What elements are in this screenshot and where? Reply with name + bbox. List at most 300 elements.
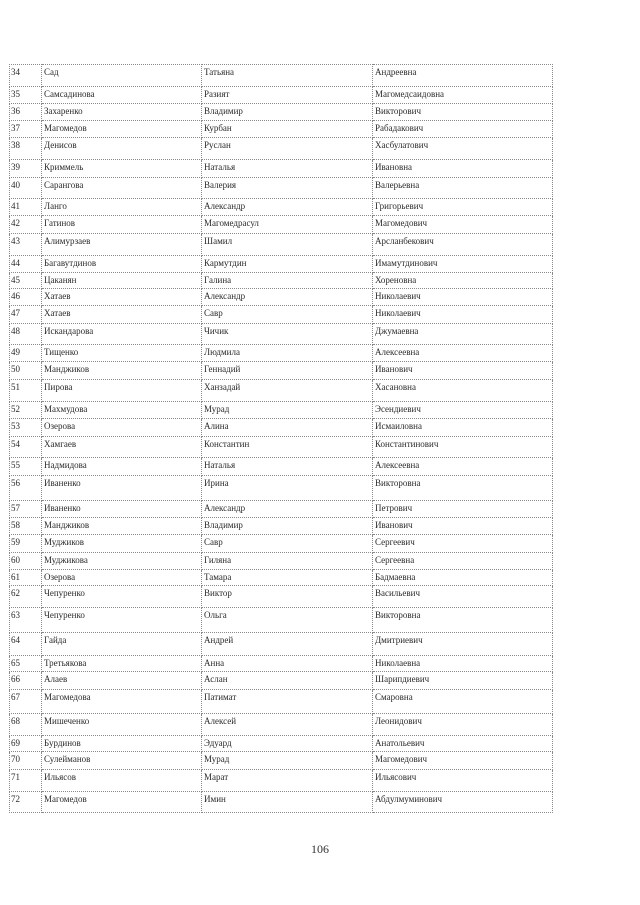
row-number-cell [10, 419, 42, 437]
row-number-cell [10, 656, 42, 672]
patronymic-cell [373, 501, 553, 518]
first-name: Савр [204, 537, 223, 547]
patronymic: Смаровна [375, 692, 413, 702]
last-name-cell [42, 792, 202, 813]
row-number-cell [10, 256, 42, 273]
first-name-cell [202, 65, 373, 87]
first-name-cell [202, 138, 373, 160]
first-name-cell [202, 256, 373, 273]
last-name: Муджиков [44, 537, 84, 547]
patronymic: Дмитриевич [375, 635, 423, 645]
first-name: Тамара [204, 572, 232, 582]
first-name-cell [202, 501, 373, 518]
first-name-cell [202, 289, 373, 306]
table-row [10, 437, 553, 458]
last-name: Гатинов [44, 218, 76, 228]
table-row [10, 87, 553, 104]
first-name: Мурад [204, 404, 230, 414]
table-row [10, 690, 553, 714]
last-name: Сулейманов [44, 754, 91, 764]
last-name: Цаканян [44, 275, 77, 285]
last-name-cell [42, 289, 202, 306]
row-number: 46 [11, 291, 20, 301]
patronymic: Григорьевич [375, 201, 424, 211]
first-name: Патимат [204, 692, 237, 702]
patronymic-cell [373, 380, 553, 402]
table-row [10, 518, 553, 535]
patronymic: Викторович [375, 106, 421, 116]
roster-table [9, 64, 553, 813]
first-name-cell [202, 216, 373, 234]
patronymic-cell [373, 792, 553, 813]
first-name: Наталья [204, 460, 236, 470]
row-number-cell [10, 345, 42, 362]
first-name: Валерия [204, 180, 237, 190]
first-name: Андрей [204, 635, 234, 645]
last-name: Багавутдинов [44, 258, 97, 268]
row-number: 70 [11, 754, 20, 764]
row-number-cell [10, 792, 42, 813]
table-row [10, 402, 553, 419]
row-number: 36 [11, 106, 20, 116]
row-number-cell [10, 690, 42, 714]
row-number: 38 [11, 140, 20, 150]
first-name: Мурад [204, 754, 230, 764]
patronymic: Бадмаевна [375, 572, 416, 582]
first-name: Виктор [204, 588, 232, 598]
table-row [10, 178, 553, 199]
last-name-cell [42, 362, 202, 380]
row-number: 51 [11, 382, 20, 392]
last-name-cell [42, 714, 202, 736]
first-name: Александр [204, 503, 246, 513]
patronymic-cell [373, 324, 553, 345]
last-name-cell [42, 419, 202, 437]
patronymic-cell [373, 402, 553, 419]
patronymic: Николаевна [375, 658, 421, 668]
patronymic-cell [373, 121, 553, 138]
row-number-cell [10, 518, 42, 535]
first-name: Разият [204, 89, 230, 99]
last-name: Хатаев [44, 308, 71, 318]
last-name: Пирова [44, 382, 73, 392]
row-number: 63 [11, 610, 20, 620]
first-name-cell [202, 160, 373, 178]
row-number-cell [10, 234, 42, 256]
patronymic-cell [373, 104, 553, 121]
patronymic: Иванович [375, 364, 413, 374]
first-name-cell [202, 380, 373, 402]
first-name: Александр [204, 291, 246, 301]
patronymic-cell [373, 770, 553, 792]
last-name-cell [42, 608, 202, 633]
patronymic-cell [373, 633, 553, 656]
last-name: Тищенко [44, 347, 79, 357]
first-name-cell [202, 402, 373, 419]
first-name: Наталья [204, 162, 236, 172]
patronymic-cell [373, 608, 553, 633]
patronymic: Константинович [375, 439, 439, 449]
first-name-cell [202, 714, 373, 736]
row-number-cell [10, 633, 42, 656]
last-name: Озерова [44, 572, 76, 582]
table-row [10, 656, 553, 672]
row-number-cell [10, 770, 42, 792]
row-number: 55 [11, 460, 20, 470]
last-name-cell [42, 65, 202, 87]
first-name-cell [202, 87, 373, 104]
row-number: 44 [11, 258, 20, 268]
table-row [10, 65, 553, 87]
row-number: 43 [11, 236, 20, 246]
patronymic: Викторовна [375, 610, 421, 620]
table-row [10, 273, 553, 289]
first-name: Эдуард [204, 738, 232, 748]
patronymic-cell [373, 306, 553, 324]
first-name: Татьяна [204, 67, 235, 77]
table-row [10, 792, 553, 813]
table-row [10, 256, 553, 273]
first-name-cell [202, 736, 373, 752]
last-name-cell [42, 553, 202, 570]
first-name: Гиляна [204, 555, 232, 565]
patronymic: Исмаиловна [375, 421, 422, 431]
patronymic: Васильевич [375, 588, 420, 598]
row-number: 65 [11, 658, 20, 668]
first-name-cell [202, 672, 373, 690]
patronymic: Ивановна [375, 162, 413, 172]
row-number-cell [10, 570, 42, 586]
row-number: 42 [11, 218, 20, 228]
patronymic-cell [373, 138, 553, 160]
patronymic-cell [373, 216, 553, 234]
row-number-cell [10, 104, 42, 121]
last-name-cell [42, 570, 202, 586]
last-name: Иваненко [44, 478, 81, 488]
row-number: 62 [11, 588, 20, 598]
last-name-cell [42, 380, 202, 402]
last-name: Махмудова [44, 404, 88, 414]
last-name-cell [42, 518, 202, 535]
last-name: Алимурзаев [44, 236, 91, 246]
page-number: 106 [311, 842, 329, 856]
last-name: Ланго [44, 201, 67, 211]
patronymic-cell [373, 65, 553, 87]
first-name-cell [202, 362, 373, 380]
row-number: 47 [11, 308, 20, 318]
row-number-cell [10, 437, 42, 458]
patronymic-cell [373, 518, 553, 535]
row-number: 41 [11, 201, 20, 211]
row-number-cell [10, 362, 42, 380]
row-number: 71 [11, 772, 20, 782]
roster-table-body [10, 65, 553, 813]
row-number-cell [10, 501, 42, 518]
table-row [10, 121, 553, 138]
last-name-cell [42, 770, 202, 792]
patronymic-cell [373, 535, 553, 553]
row-number: 50 [11, 364, 20, 374]
last-name: Захаренко [44, 106, 83, 116]
table-row [10, 476, 553, 501]
patronymic-cell [373, 736, 553, 752]
last-name-cell [42, 586, 202, 608]
first-name-cell [202, 324, 373, 345]
last-name: Бурдинов [44, 738, 81, 748]
first-name-cell [202, 476, 373, 501]
row-number-cell [10, 138, 42, 160]
patronymic-cell [373, 672, 553, 690]
row-number: 66 [11, 674, 20, 684]
patronymic: Эсендиевич [375, 404, 421, 414]
table-row [10, 138, 553, 160]
row-number-cell [10, 273, 42, 289]
first-name-cell [202, 553, 373, 570]
patronymic-cell [373, 160, 553, 178]
row-number-cell [10, 608, 42, 633]
last-name-cell [42, 672, 202, 690]
last-name: Сад [44, 67, 59, 77]
last-name-cell [42, 690, 202, 714]
first-name-cell [202, 178, 373, 199]
first-name-cell [202, 770, 373, 792]
first-name-cell [202, 656, 373, 672]
table-row [10, 535, 553, 553]
row-number-cell [10, 714, 42, 736]
table-row [10, 752, 553, 770]
last-name: Иваненко [44, 503, 81, 513]
patronymic: Хасановна [375, 382, 416, 392]
table-row [10, 380, 553, 402]
table-row [10, 216, 553, 234]
patronymic-cell [373, 553, 553, 570]
first-name-cell [202, 792, 373, 813]
patronymic: Магомедович [375, 218, 428, 228]
patronymic-cell [373, 752, 553, 770]
patronymic-cell [373, 458, 553, 476]
patronymic: Валерьевна [375, 180, 420, 190]
row-number-cell [10, 402, 42, 419]
last-name: Хатаев [44, 291, 71, 301]
row-number-cell [10, 65, 42, 87]
patronymic-cell [373, 476, 553, 501]
patronymic: Магомедович [375, 754, 428, 764]
patronymic: Петрович [375, 503, 413, 513]
row-number: 49 [11, 347, 20, 357]
row-number: 54 [11, 439, 20, 449]
row-number-cell [10, 458, 42, 476]
last-name: Сарангова [44, 180, 84, 190]
row-number-cell [10, 306, 42, 324]
patronymic: Джумаевна [375, 326, 419, 336]
row-number: 69 [11, 738, 20, 748]
row-number-cell [10, 553, 42, 570]
patronymic-cell [373, 570, 553, 586]
last-name: Денисов [44, 140, 77, 150]
first-name: Ольга [204, 610, 227, 620]
last-name: Третьякова [44, 658, 87, 668]
table-row [10, 199, 553, 216]
last-name: Чепуренко [44, 588, 85, 598]
patronymic: Сергеевич [375, 537, 415, 547]
row-number-cell [10, 289, 42, 306]
first-name: Константин [204, 439, 250, 449]
last-name: Магомедов [44, 123, 87, 133]
first-name: Владимир [204, 106, 243, 116]
patronymic-cell [373, 714, 553, 736]
last-name-cell [42, 752, 202, 770]
patronymic: Абдулмуминович [375, 794, 443, 804]
table-row [10, 104, 553, 121]
first-name-cell [202, 437, 373, 458]
last-name: Манджиков [44, 364, 90, 374]
first-name-cell [202, 199, 373, 216]
patronymic: Алексеевна [375, 347, 420, 357]
first-name-cell [202, 121, 373, 138]
patronymic: Леонидович [375, 716, 422, 726]
first-name-cell [202, 234, 373, 256]
last-name-cell [42, 216, 202, 234]
first-name: Чичик [204, 326, 229, 336]
first-name-cell [202, 633, 373, 656]
last-name-cell [42, 736, 202, 752]
last-name-cell [42, 656, 202, 672]
last-name-cell [42, 256, 202, 273]
row-number-cell [10, 535, 42, 553]
last-name: Чепуренко [44, 610, 85, 620]
patronymic-cell [373, 273, 553, 289]
table-row [10, 672, 553, 690]
last-name: Ильясов [44, 772, 76, 782]
patronymic-cell [373, 289, 553, 306]
row-number-cell [10, 324, 42, 345]
patronymic: Андреевна [375, 67, 417, 77]
last-name: Мишеченко [44, 716, 90, 726]
row-number-cell [10, 121, 42, 138]
last-name-cell [42, 306, 202, 324]
first-name: Шамил [204, 236, 233, 246]
first-name: Савр [204, 308, 223, 318]
row-number: 72 [11, 794, 20, 804]
row-number: 39 [11, 162, 20, 172]
first-name: Магомедрасул [204, 218, 259, 228]
row-number-cell [10, 160, 42, 178]
last-name-cell [42, 199, 202, 216]
row-number: 37 [11, 123, 20, 133]
first-name: Кармутдин [204, 258, 247, 268]
row-number-cell [10, 736, 42, 752]
patronymic-cell [373, 345, 553, 362]
patronymic: Хореновна [375, 275, 417, 285]
first-name: Руслан [204, 140, 231, 150]
first-name: Марат [204, 772, 229, 782]
row-number-cell [10, 380, 42, 402]
patronymic-cell [373, 362, 553, 380]
table-row [10, 633, 553, 656]
first-name: Аслан [204, 674, 228, 684]
row-number: 45 [11, 275, 20, 285]
row-number-cell [10, 476, 42, 501]
last-name-cell [42, 535, 202, 553]
row-number: 67 [11, 692, 20, 702]
row-number: 59 [11, 537, 20, 547]
first-name: Ирина [204, 478, 229, 488]
last-name: Искандарова [44, 326, 94, 336]
first-name: Курбан [204, 123, 232, 133]
patronymic: Магомедсаидовна [375, 89, 444, 99]
last-name: Магомедов [44, 794, 87, 804]
last-name-cell [42, 121, 202, 138]
first-name: Анна [204, 658, 225, 668]
first-name-cell [202, 104, 373, 121]
first-name: Людмила [204, 347, 240, 357]
last-name: Манджиков [44, 520, 90, 530]
first-name: Алина [204, 421, 229, 431]
row-number: 53 [11, 421, 20, 431]
row-number-cell [10, 199, 42, 216]
patronymic-cell [373, 234, 553, 256]
patronymic: Викторовна [375, 478, 421, 488]
first-name: Александр [204, 201, 246, 211]
table-row [10, 458, 553, 476]
patronymic-cell [373, 199, 553, 216]
first-name: Имин [204, 794, 226, 804]
patronymic-cell [373, 586, 553, 608]
patronymic-cell [373, 256, 553, 273]
row-number: 64 [11, 635, 20, 645]
row-number: 61 [11, 572, 20, 582]
last-name: Надмидова [44, 460, 87, 470]
row-number: 40 [11, 180, 20, 190]
row-number-cell [10, 752, 42, 770]
first-name-cell [202, 752, 373, 770]
table-row [10, 586, 553, 608]
row-number: 35 [11, 89, 20, 99]
patronymic: Шарипдиевич [375, 674, 430, 684]
first-name-cell [202, 535, 373, 553]
first-name-cell [202, 345, 373, 362]
patronymic: Николаевич [375, 291, 421, 301]
table-row [10, 234, 553, 256]
table-row [10, 306, 553, 324]
first-name-cell [202, 458, 373, 476]
last-name-cell [42, 476, 202, 501]
first-name: Галина [204, 275, 232, 285]
first-name: Алексей [204, 716, 237, 726]
first-name-cell [202, 419, 373, 437]
table-row [10, 362, 553, 380]
table-row [10, 345, 553, 362]
patronymic: Имамутдинович [375, 258, 438, 268]
table-row [10, 160, 553, 178]
patronymic: Арсланбекович [375, 236, 434, 246]
row-number-cell [10, 216, 42, 234]
first-name-cell [202, 306, 373, 324]
last-name-cell [42, 437, 202, 458]
first-name-cell [202, 690, 373, 714]
row-number-cell [10, 87, 42, 104]
last-name: Муджикова [44, 555, 88, 565]
first-name: Геннадий [204, 364, 241, 374]
row-number: 57 [11, 503, 20, 513]
first-name-cell [202, 586, 373, 608]
last-name: Алаев [44, 674, 68, 684]
row-number: 52 [11, 404, 20, 414]
table-row [10, 419, 553, 437]
patronymic-cell [373, 656, 553, 672]
first-name-cell [202, 570, 373, 586]
table-row [10, 714, 553, 736]
